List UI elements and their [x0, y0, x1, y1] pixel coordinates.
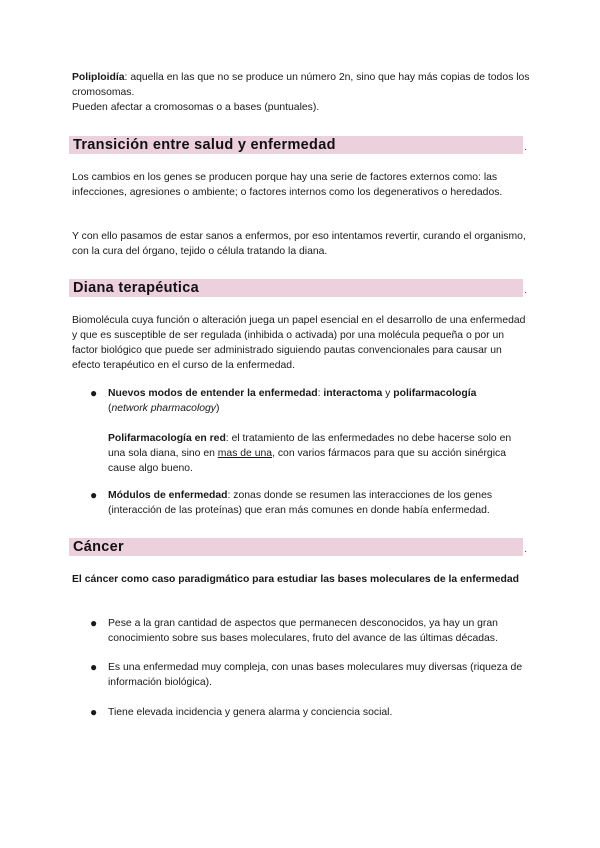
- section-title-transicion: Transición entre salud y enfermedad: [73, 137, 336, 153]
- diana-bullet-1-italic: network pharmacology: [111, 403, 217, 414]
- cancer-subtitle: El cáncer como caso paradigmático para estudiar las bases moleculares de la enfermedad: [72, 574, 519, 585]
- diana-bullet-2: [108, 488, 528, 518]
- cancer-item-3: Tiene elevada incidencia y genera alarma y conciencia social.: [108, 707, 393, 718]
- heading-trailing-mark: .: [524, 142, 527, 153]
- section-heading-transicion: [69, 136, 527, 154]
- diana-bullet-1-bold-2: interactoma: [323, 388, 383, 399]
- cancer-item-1: Pese a la gran cantidad de aspectos que permanecen desconocidos, ya hay un gran conocimiento sobre sus bases moleculares, fruto del avance de las últimas décadas.: [108, 618, 498, 644]
- section-heading-cancer: [69, 538, 527, 556]
- modulos-text: : zonas donde se resumen las interacciones de los genes (interacción de las proteínas) que eran más comunes en donde había enfermedad.: [108, 490, 493, 516]
- heading-trailing-mark: .: [524, 544, 527, 555]
- polifarmacologia-underline: mas de una: [217, 448, 273, 459]
- bullet-icon: ●: [90, 705, 98, 719]
- diana-bullet-1-and: y: [382, 388, 394, 399]
- bullet-icon: ●: [90, 616, 98, 630]
- heading-trailing-mark: .: [524, 285, 527, 296]
- poliploidia-definition: : aquella en las que no se produce un número 2n, sino que hay más copias de todos los cromosomas.: [72, 72, 530, 98]
- modulos-term: Módulos de enfermedad: [108, 490, 228, 501]
- section-title-diana: Diana terapéutica: [73, 280, 199, 296]
- cancer-item-2: Es una enfermedad muy compleja, con unas bases moleculares muy diversas (riqueza de información biológica).: [108, 662, 523, 688]
- diana-bullet-1-bold-3: polifarmacología: [393, 388, 477, 399]
- diana-bullet-1-open: (: [108, 403, 112, 414]
- poliploidia-term: Poliploidía: [72, 72, 125, 83]
- diana-bullet-1-bold-1: Nuevos modos de entender la enfermedad: [108, 388, 318, 399]
- transicion-paragraph-1: Los cambios en los genes se producen porque hay una serie de factores externos como: las infecciones, agresiones o ambiente; o factores internos como los degenerativos o heredados.: [72, 172, 503, 198]
- bullet-icon: ●: [90, 386, 98, 400]
- poliploidia-note: Pueden afectar a cromosomas o a bases (puntuales).: [72, 102, 320, 113]
- diana-paragraph: Biomolécula cuya función o alteración juega un papel esencial en el desarrollo de una enfermedad y que es susceptible de ser regulada (inhibida o activada) por una molécula pequeña o por un factor biológico que puede ser administrado siguiendo pautas convencionales para causar un efecto terapéutico en el curso de la enfermedad.: [72, 315, 526, 371]
- bullet-icon: ●: [90, 488, 98, 502]
- diana-bullet-1-close: ): [216, 403, 220, 414]
- diana-bullet-1: [108, 386, 528, 416]
- polifarmacologia-term: Polifarmacología en red: [108, 433, 226, 444]
- section-title-cancer: Cáncer: [73, 539, 124, 555]
- poliploidia-paragraph: [72, 70, 532, 100]
- diana-bullet-1-sep: :: [317, 388, 324, 399]
- diana-bullet-1-subparagraph: [108, 431, 528, 476]
- section-heading-diana: [69, 279, 527, 297]
- polifarmacologia-text-2: , con varios fármacos para que su acción sinérgica cause algo bueno.: [108, 448, 506, 474]
- polifarmacologia-text-1: : el tratamiento de las enfermedades no debe hacerse solo en una sola diana, sino en: [108, 433, 512, 459]
- transicion-paragraph-2: Y con ello pasamos de estar sanos a enfermos, por eso intentamos revertir, curando el organismo, con la cura del órgano, tejido o célula tratando la diana.: [72, 231, 526, 257]
- bullet-icon: ●: [90, 660, 98, 674]
